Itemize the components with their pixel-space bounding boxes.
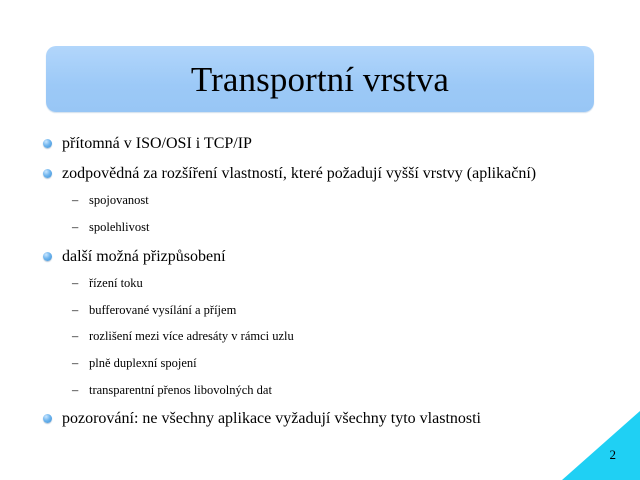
sub-bullet-item xyxy=(72,356,197,370)
corner-triangle xyxy=(562,411,640,480)
bullet-dot-icon xyxy=(43,169,52,178)
sub-bullet-text: spolehlivost xyxy=(89,220,150,234)
title-box xyxy=(46,46,594,112)
bullet-item xyxy=(62,249,226,265)
sub-bullet-text: řízení toku xyxy=(89,276,143,290)
bullet-item xyxy=(62,166,536,182)
dash-icon: – xyxy=(72,383,79,397)
sub-bullet-text: bufferované vysílání a příjem xyxy=(89,303,237,317)
sub-bullet-text: transparentní přenos libovolných dat xyxy=(89,383,272,397)
bullet-text: zodpovědná za rozšíření vlastností, které požadují vyšší vrstvy (aplikační) xyxy=(62,165,537,182)
dash-icon: – xyxy=(72,356,79,370)
sub-bullet-item xyxy=(72,193,149,207)
bullet-text: pozorování: ne všechny aplikace vyžadují všechny tyto vlastnosti xyxy=(62,410,481,427)
bullet-item xyxy=(62,411,481,427)
dash-icon: – xyxy=(72,329,79,343)
page-number: 2 xyxy=(609,447,616,462)
sub-bullet-item xyxy=(72,303,237,317)
bullet-dot-icon xyxy=(43,414,52,423)
sub-bullet-item xyxy=(72,383,272,397)
sub-bullet-item xyxy=(72,220,150,234)
dash-icon: – xyxy=(72,303,79,317)
dash-icon: – xyxy=(72,276,79,290)
dash-icon: – xyxy=(72,193,79,207)
slide-title: Transportní vrstva xyxy=(190,60,450,99)
bullet-item xyxy=(62,136,252,152)
sub-bullet-item xyxy=(72,329,294,343)
bullet-dot-icon xyxy=(43,139,52,148)
sub-bullet-item xyxy=(72,276,143,290)
sub-bullet-text: rozlišení mezi více adresáty v rámci uzlu xyxy=(89,329,294,343)
sub-bullet-text: plně duplexní spojení xyxy=(89,356,197,370)
dash-icon: – xyxy=(72,220,79,234)
bullet-text: další možná přizpůsobení xyxy=(62,248,226,265)
bullet-text: přítomná v ISO/OSI i TCP/IP xyxy=(62,135,252,152)
bullet-dot-icon xyxy=(43,252,52,261)
sub-bullet-text: spojovanost xyxy=(89,193,149,207)
